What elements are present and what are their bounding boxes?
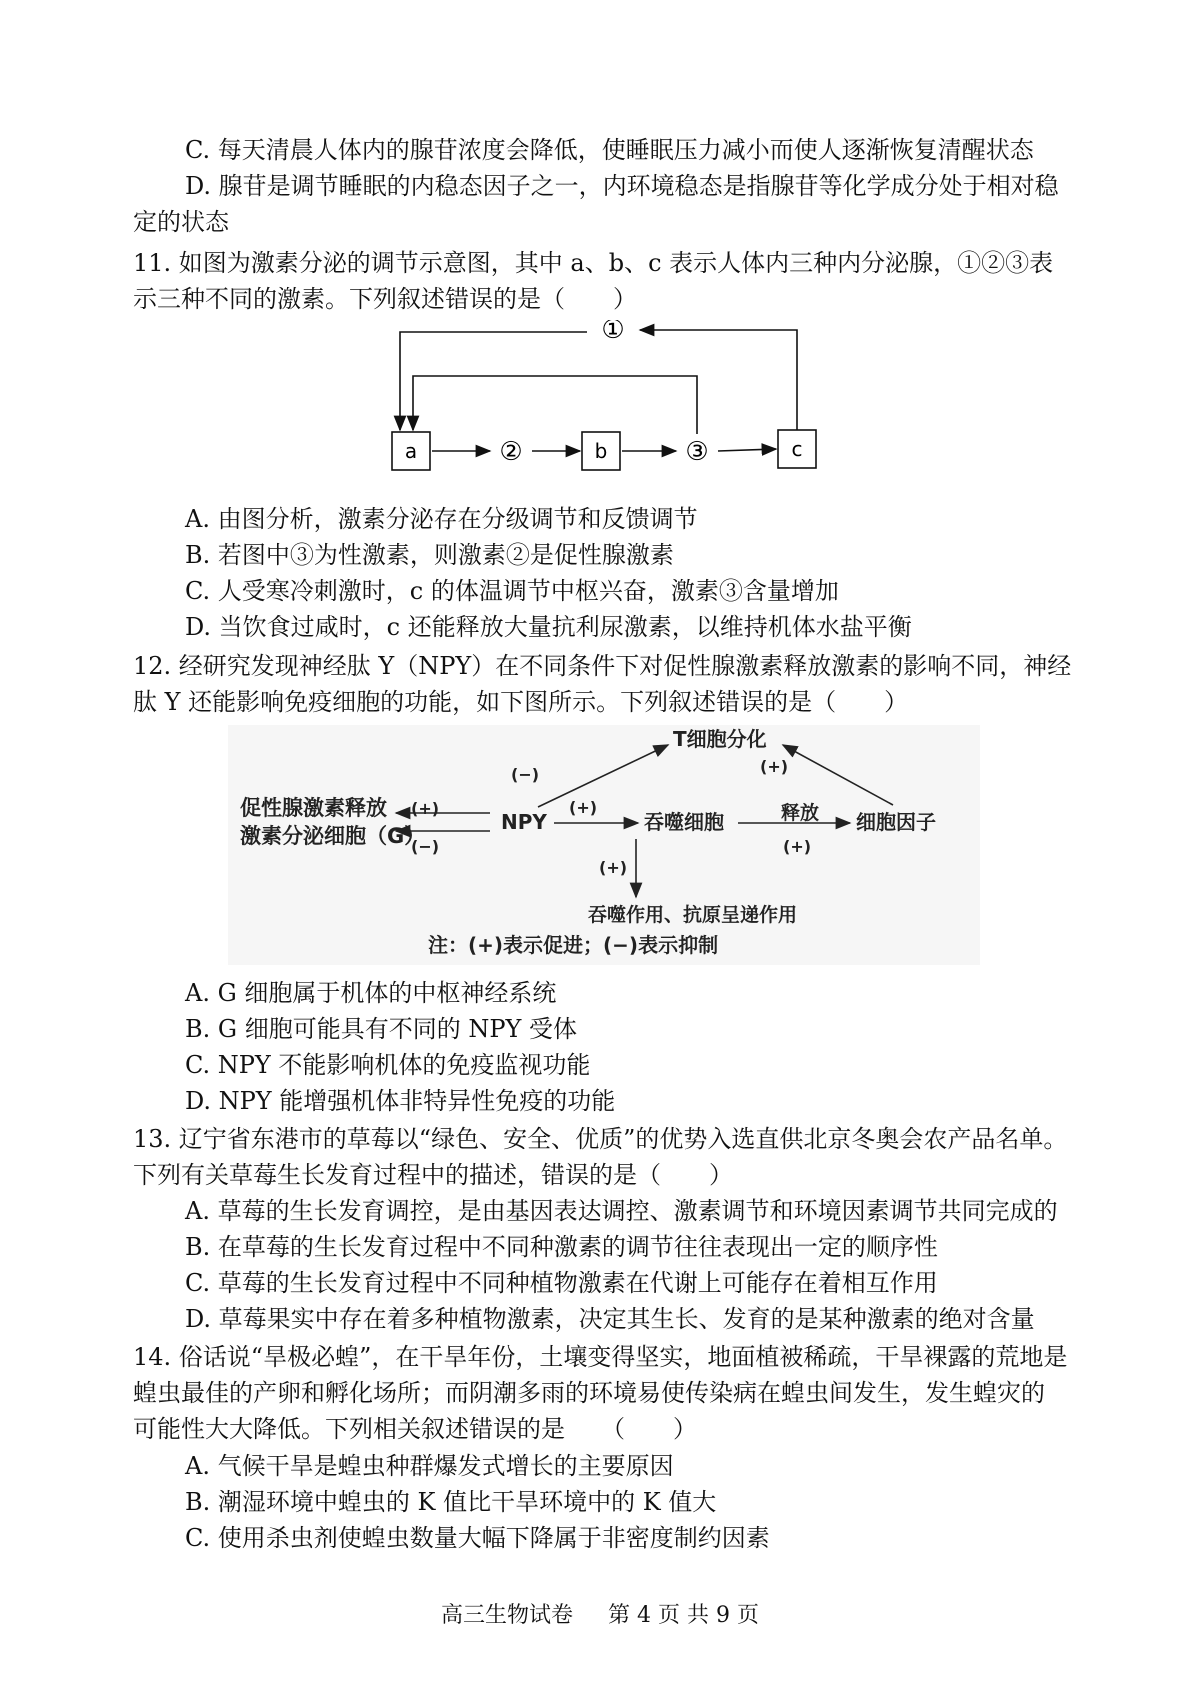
arrow-npy-to-t-cell: [538, 745, 668, 807]
arrow-c-to-1: [640, 330, 797, 430]
arrow-3-to-c: [718, 449, 776, 451]
box-c-label: c: [791, 437, 803, 461]
npy-label: NPY: [501, 810, 547, 834]
q12-option-d: D. NPY 能增强机体非特异性免疫的功能: [185, 1087, 616, 1115]
q13-option-d: D. 草莓果实中存在着多种植物激素，决定其生长、发育的是某种激素的绝对含量: [185, 1305, 1035, 1333]
page-footer: [0, 1601, 1200, 1631]
sign-plus-g: (+): [411, 799, 440, 818]
sign-plus-phagocyte: (+): [569, 798, 598, 817]
q12-diagram: [228, 725, 980, 969]
q11-option-a: A. 由图分析，激素分泌存在分级调节和反馈调节: [185, 505, 698, 533]
q11-diagram: [380, 320, 840, 504]
footer-page-number: 第 4 页 共 9 页: [608, 1603, 759, 1628]
t-cell-label: T细胞分化: [673, 727, 767, 751]
box-a-label: a: [404, 439, 418, 463]
q11-option-b: B. 若图中③为性激素，则激素②是促性腺激素: [185, 541, 674, 569]
q11-option-c: C. 人受寒冷刺激时，c 的体温调节中枢兴奋，激素③含量增加: [185, 577, 839, 605]
q12-stem-line2: 肽 Y 还能影响免疫细胞的功能，如下图所示。下列叙述错误的是（ ）: [133, 688, 909, 716]
q14-option-c: C. 使用杀虫剂使蝗虫数量大幅下降属于非密度制约因素: [185, 1524, 770, 1552]
q13-stem-line1: 13. 辽宁省东港市的草莓以“绿色、安全、优质”的优势入选直供北京冬奥会农产品名单。: [133, 1125, 1068, 1153]
arrow-3-to-a: [413, 376, 697, 434]
sign-minus-g: (−): [411, 837, 440, 856]
q14-option-a: A. 气候干旱是蝗虫种群爆发式增长的主要原因: [185, 1452, 674, 1480]
q12-option-a: A. G 细胞属于机体的中枢神经系统: [185, 979, 557, 1007]
sign-plus-release: (+): [783, 837, 812, 856]
q11-option-d: D. 当饮食过咸时，c 还能释放大量抗利尿激素，以维持机体水盐平衡: [185, 613, 912, 641]
q13-option-a: A. 草莓的生长发育调控，是由基因表达调控、激素调节和环境因素调节共同完成的: [185, 1197, 1058, 1225]
hormone-2-label: ②: [499, 437, 523, 467]
q14-option-b: B. 潮湿环境中蝗虫的 K 值比干旱环境中的 K 值大: [185, 1488, 717, 1516]
q12-option-b: B. G 细胞可能具有不同的 NPY 受体: [185, 1015, 577, 1043]
q13-stem-line2: 下列有关草莓生长发育过程中的描述，错误的是（ ）: [133, 1161, 733, 1189]
q10-option-c: C. 每天清晨人体内的腺苷浓度会降低，使睡眠压力减小而使人逐渐恢复清醒状态: [185, 136, 1034, 164]
sign-minus-t: (−): [511, 765, 540, 784]
q12-stem-line1: 12. 经研究发现神经肽 Y（NPY）在不同条件下对促性腺激素释放激素的影响不同，神经: [133, 652, 1072, 680]
q10-option-d-line2: 定的状态: [133, 208, 229, 236]
legend-note: 注：(+)表示促进；(−)表示抑制: [428, 933, 719, 957]
hormone-3-label: ③: [685, 437, 709, 467]
q13-option-c: C. 草莓的生长发育过程中不同种植物激素在代谢上可能存在着相互作用: [185, 1269, 938, 1297]
box-b-label: b: [594, 439, 608, 463]
footer-title: 高三生物试卷: [441, 1603, 574, 1628]
sign-plus-effect: (+): [599, 858, 628, 877]
q14-stem-line3: 可能性大大降低。下列相关叙述错误的是 （ ）: [133, 1415, 697, 1443]
phagocyte-label: 吞噬细胞: [644, 810, 724, 834]
q13-option-b: B. 在草莓的生长发育过程中不同种激素的调节往往表现出一定的顺序性: [185, 1233, 938, 1261]
q14-stem-line2: 蝗虫最佳的产卵和孵化场所；而阴潮多雨的环境易使传染病在蝗虫间发生，发生蝗灾的: [133, 1379, 1045, 1407]
effect-label: 吞噬作用、抗原呈递作用: [588, 904, 798, 926]
sign-plus-cytokine: (+): [760, 757, 789, 776]
q14-stem-line1: 14. 俗话说“旱极必蝗”，在干旱年份，土壤变得坚实，地面植被稀疏，干旱裸露的荒地是: [133, 1343, 1068, 1371]
hormone-1-label: ①: [601, 320, 625, 345]
release-label: 释放: [781, 802, 820, 824]
g-cell-label-line2: 激素分泌细胞（G）: [240, 824, 426, 848]
q11-stem-line1: 11. 如图为激素分泌的调节示意图，其中 a、b、c 表示人体内三种内分泌腺，①②③表: [133, 249, 1054, 277]
q10-option-d-line1: D. 腺苷是调节睡眠的内稳态因子之一，内环境稳态是指腺苷等化学成分处于相对稳: [185, 172, 1059, 200]
arrow-cytokine-to-t-cell: [783, 745, 893, 805]
q12-option-c: C. NPY 不能影响机体的免疫监视功能: [185, 1051, 591, 1079]
g-cell-label-line1: 促性腺激素释放: [240, 796, 387, 820]
q11-stem-line2: 示三种不同的激素。下列叙述错误的是（ ）: [133, 285, 637, 313]
cytokine-label: 细胞因子: [856, 810, 936, 834]
arrow-1-to-a: [400, 332, 587, 430]
